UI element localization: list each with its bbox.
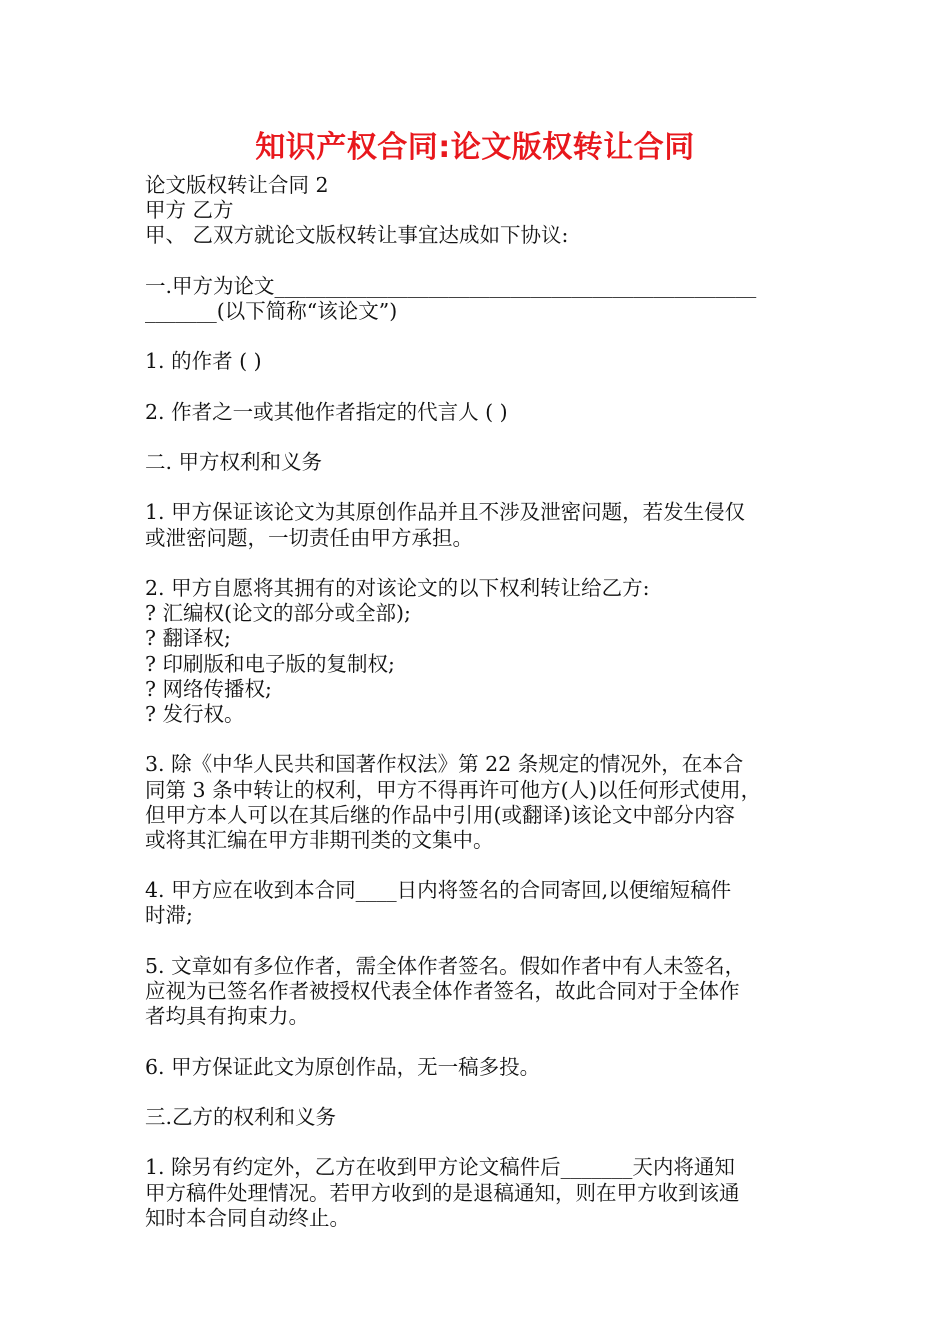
blank-line xyxy=(145,727,810,752)
blank-line xyxy=(145,1130,810,1155)
text-line: ? 发行权。 xyxy=(145,701,245,726)
blank-line xyxy=(145,475,810,500)
text-line: ? 网络传播权; xyxy=(145,676,272,701)
blank-line xyxy=(145,551,810,576)
text-line: 2. 作者之一或其他作者指定的代言人 ( ) xyxy=(145,399,508,424)
text-line: 时滞; xyxy=(145,903,193,928)
text-line: 1. 除另有约定外，乙方在收到甲方论文稿件后_______天内将通知 xyxy=(145,1155,735,1180)
text-line: 3. 除《中华人民共和国著作权法》第 22 条规定的情况外，在本合 xyxy=(145,752,744,777)
blank-line xyxy=(145,1080,810,1105)
text-line: 或泄密问题，一切责任由甲方承担。 xyxy=(145,525,473,550)
blank-line xyxy=(145,324,810,349)
text-line: 甲、 乙双方就论文版权转让事宜达成如下协议: xyxy=(145,223,569,248)
text-line: 论文版权转让合同 2 xyxy=(145,173,329,197)
text-line: 2. 甲方自愿将其拥有的对该论文的以下权利转让给乙方: xyxy=(145,576,650,600)
text-line: 6. 甲方保证此文为原创作品，无一稿多投。 xyxy=(145,1054,541,1079)
text-line: ? 印刷版和电子版的复制权; xyxy=(145,651,395,676)
text-line: 同第 3 条中转让的权利，甲方不得再许可他方(人)以任何形式使用， xyxy=(145,777,762,802)
text-line: 二. 甲方权利和义务 xyxy=(145,450,323,475)
blank-line xyxy=(145,425,810,450)
text-line: 或将其汇编在甲方非期刊类的文集中。 xyxy=(145,827,494,852)
blank-line xyxy=(145,853,810,878)
blank-line xyxy=(145,375,810,400)
blank-line xyxy=(145,1029,810,1054)
text-line: 5. 文章如有多位作者，需全体作者签名。假如作者中有人未签名， xyxy=(145,953,746,978)
text-line: 4. 甲方应在收到本合同____日内将签名的合同寄回,以便缩短稿件 xyxy=(145,878,732,903)
text-line: 者均具有拘束力。 xyxy=(145,1004,309,1029)
text-line: 一.甲方为论文_______________________________________________ xyxy=(145,273,757,298)
text-line: ? 汇编权(论文的部分或全部); xyxy=(145,601,411,626)
text-line: 1. 的作者 ( ) xyxy=(145,349,262,374)
text-line: 三.乙方的权利和义务 xyxy=(145,1104,337,1129)
text-line: 甲方稿件处理情况。若甲方收到的是退稿通知，则在甲方收到该通 xyxy=(145,1180,740,1205)
document-body xyxy=(145,173,810,1231)
text-line: 知时本合同自动终止。 xyxy=(145,1205,350,1230)
text-line: 应视为已签名作者被授权代表全体作者签名，故此合同对于全体作 xyxy=(145,979,740,1003)
text-line: 甲方 乙方 xyxy=(145,198,234,223)
text-line: _______(以下简称“该论文”) xyxy=(145,298,398,323)
blank-line xyxy=(145,929,810,954)
text-line: 但甲方本人可以在其后继的作品中引用(或翻译)该论文中部分内容 xyxy=(145,802,735,827)
blank-line xyxy=(145,249,810,274)
text-line: 1. 甲方保证该论文为其原创作品并且不涉及泄密问题，若发生侵仅 xyxy=(145,500,746,525)
document-title: 知识产权合同:论文版权转让合同 xyxy=(255,130,695,165)
text-line: ? 翻译权; xyxy=(145,626,231,651)
